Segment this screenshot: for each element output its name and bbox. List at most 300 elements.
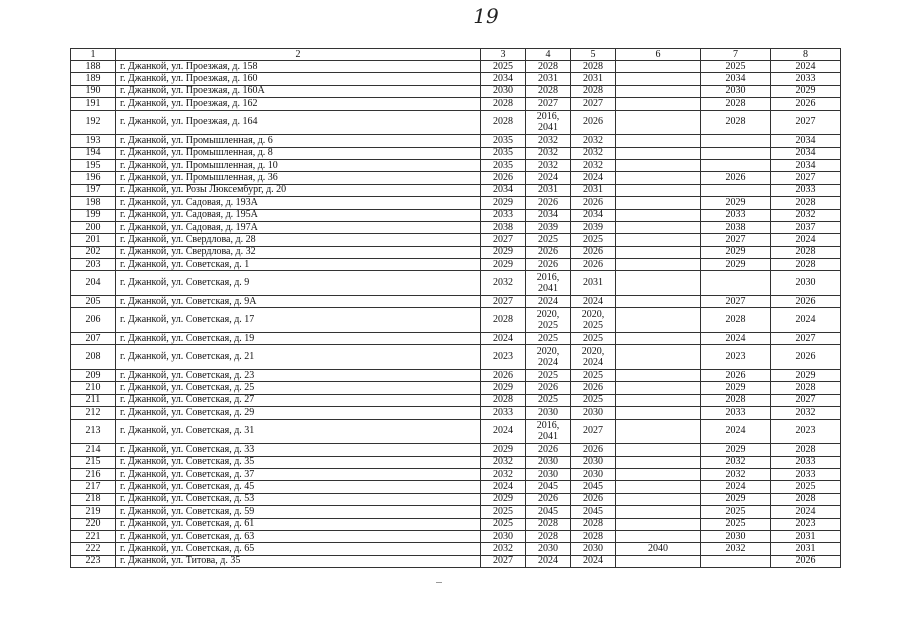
table-row bbox=[71, 98, 841, 110]
col7-cell: 2033 bbox=[701, 209, 771, 221]
table-row bbox=[71, 456, 841, 468]
table-row bbox=[71, 159, 841, 171]
table-row bbox=[71, 506, 841, 518]
row-number-cell: 213 bbox=[71, 419, 116, 444]
col6-cell bbox=[616, 333, 701, 345]
row-number-cell: 218 bbox=[71, 493, 116, 505]
address-cell: г. Джанкой, ул. Промышленная, д. 36 bbox=[116, 172, 481, 184]
col4-cell: 2025 bbox=[526, 333, 571, 345]
column-header: 5 bbox=[571, 49, 616, 61]
col7-cell: 2026 bbox=[701, 370, 771, 382]
address-cell: г. Джанкой, ул. Советская, д. 35 bbox=[116, 456, 481, 468]
col5-cell bbox=[571, 308, 616, 333]
table-row bbox=[71, 481, 841, 493]
col8-cell: 2037 bbox=[771, 221, 841, 233]
row-number-cell: 219 bbox=[71, 506, 116, 518]
address-cell: г. Джанкой, ул. Советская, д. 31 bbox=[116, 419, 481, 444]
col8-cell: 2029 bbox=[771, 370, 841, 382]
column-header: 2 bbox=[116, 49, 481, 61]
col7-cell: 2025 bbox=[701, 518, 771, 530]
col3-cell: 2027 bbox=[481, 555, 526, 567]
col6-cell bbox=[616, 85, 701, 97]
col3-cell: 2028 bbox=[481, 98, 526, 110]
col5-cell: 2025 bbox=[571, 234, 616, 246]
col3-cell: 2030 bbox=[481, 85, 526, 97]
col4-cell: 2026 bbox=[526, 197, 571, 209]
col4-cell bbox=[526, 308, 571, 333]
table-row bbox=[71, 543, 841, 555]
row-number-cell: 200 bbox=[71, 221, 116, 233]
col6-cell bbox=[616, 296, 701, 308]
table-header-row bbox=[71, 49, 841, 61]
col8-cell: 2028 bbox=[771, 259, 841, 271]
table-row bbox=[71, 394, 841, 406]
col6-cell bbox=[616, 419, 701, 444]
col3-cell: 2025 bbox=[481, 518, 526, 530]
col8-cell: 2034 bbox=[771, 159, 841, 171]
row-number-cell: 188 bbox=[71, 61, 116, 73]
col8-cell: 2028 bbox=[771, 444, 841, 456]
col8-cell: 2024 bbox=[771, 506, 841, 518]
housing-repair-schedule-table bbox=[70, 48, 841, 568]
col5-cell: 2030 bbox=[571, 456, 616, 468]
col8-cell: 2034 bbox=[771, 147, 841, 159]
address-cell: г. Джанкой, ул. Советская, д. 1 bbox=[116, 259, 481, 271]
col8-cell: 2028 bbox=[771, 246, 841, 258]
col4-cell: 2028 bbox=[526, 61, 571, 73]
multi-value-text: 2020, 2025 bbox=[536, 309, 560, 332]
address-cell: г. Джанкой, ул. Советская, д. 33 bbox=[116, 444, 481, 456]
col7-cell: 2027 bbox=[701, 296, 771, 308]
address-cell: г. Джанкой, ул. Советская, д. 37 bbox=[116, 468, 481, 480]
col7-cell: 2024 bbox=[701, 481, 771, 493]
row-number-cell: 207 bbox=[71, 333, 116, 345]
col5-cell: 2026 bbox=[571, 259, 616, 271]
col5-cell bbox=[571, 345, 616, 370]
row-number-cell: 190 bbox=[71, 85, 116, 97]
table-row bbox=[71, 73, 841, 85]
address-cell: г. Джанкой, ул. Советская, д. 65 bbox=[116, 543, 481, 555]
row-number-cell: 194 bbox=[71, 147, 116, 159]
address-cell: г. Джанкой, ул. Советская, д. 53 bbox=[116, 493, 481, 505]
row-number-cell: 216 bbox=[71, 468, 116, 480]
address-cell: г. Джанкой, ул. Советская, д. 27 bbox=[116, 394, 481, 406]
col4-cell: 2030 bbox=[526, 407, 571, 419]
address-cell: г. Джанкой, ул. Промышленная, д. 6 bbox=[116, 135, 481, 147]
row-number-cell: 192 bbox=[71, 110, 116, 135]
col6-cell bbox=[616, 184, 701, 196]
address-cell: г. Джанкой, ул. Советская, д. 23 bbox=[116, 370, 481, 382]
col6-cell bbox=[616, 493, 701, 505]
col7-cell: 2029 bbox=[701, 444, 771, 456]
table-row bbox=[71, 370, 841, 382]
col8-cell: 2027 bbox=[771, 333, 841, 345]
table-row bbox=[71, 85, 841, 97]
address-cell: г. Джанкой, ул. Садовая, д. 195А bbox=[116, 209, 481, 221]
col7-cell: 2027 bbox=[701, 234, 771, 246]
col8-cell: 2031 bbox=[771, 530, 841, 542]
table-row bbox=[71, 197, 841, 209]
col4-cell: 2028 bbox=[526, 518, 571, 530]
col7-cell: 2028 bbox=[701, 98, 771, 110]
address-cell: г. Джанкой, ул. Советская, д. 19 bbox=[116, 333, 481, 345]
col3-cell: 2035 bbox=[481, 135, 526, 147]
table-row bbox=[71, 345, 841, 370]
table-row bbox=[71, 110, 841, 135]
col3-cell: 2028 bbox=[481, 308, 526, 333]
table-row bbox=[71, 382, 841, 394]
col4-cell bbox=[526, 110, 571, 135]
col8-cell: 2028 bbox=[771, 197, 841, 209]
address-cell: г. Джанкой, ул. Проезжая, д. 160А bbox=[116, 85, 481, 97]
address-cell: г. Джанкой, ул. Советская, д. 9А bbox=[116, 296, 481, 308]
col8-cell: 2026 bbox=[771, 98, 841, 110]
row-number-cell: 211 bbox=[71, 394, 116, 406]
multi-value-text: 2020, 2024 bbox=[581, 346, 605, 369]
col6-cell bbox=[616, 382, 701, 394]
row-number-cell: 199 bbox=[71, 209, 116, 221]
col6-cell bbox=[616, 345, 701, 370]
col7-cell: 2038 bbox=[701, 221, 771, 233]
col4-cell: 2024 bbox=[526, 172, 571, 184]
col7-cell: 2029 bbox=[701, 493, 771, 505]
col7-cell: 2023 bbox=[701, 345, 771, 370]
col7-cell bbox=[701, 271, 771, 296]
col6-cell bbox=[616, 246, 701, 258]
col5-cell: 2026 bbox=[571, 382, 616, 394]
table-row bbox=[71, 209, 841, 221]
col8-cell: 2023 bbox=[771, 518, 841, 530]
col4-cell: 2026 bbox=[526, 259, 571, 271]
col7-cell: 2028 bbox=[701, 308, 771, 333]
col8-cell: 2034 bbox=[771, 135, 841, 147]
col4-cell bbox=[526, 345, 571, 370]
col8-cell: 2033 bbox=[771, 456, 841, 468]
col7-cell bbox=[701, 159, 771, 171]
column-header: 4 bbox=[526, 49, 571, 61]
col3-cell: 2025 bbox=[481, 506, 526, 518]
col6-cell bbox=[616, 271, 701, 296]
col6-cell bbox=[616, 110, 701, 135]
address-cell: г. Джанкой, ул. Садовая, д. 193А bbox=[116, 197, 481, 209]
col6-cell bbox=[616, 172, 701, 184]
col3-cell: 2029 bbox=[481, 444, 526, 456]
col3-cell: 2026 bbox=[481, 370, 526, 382]
col6-cell bbox=[616, 197, 701, 209]
table-row bbox=[71, 147, 841, 159]
col3-cell: 2030 bbox=[481, 530, 526, 542]
col4-cell: 2032 bbox=[526, 147, 571, 159]
col4-cell: 2025 bbox=[526, 234, 571, 246]
col5-cell: 2030 bbox=[571, 468, 616, 480]
address-cell: г. Джанкой, ул. Садовая, д. 197А bbox=[116, 221, 481, 233]
table-row bbox=[71, 468, 841, 480]
col4-cell: 2032 bbox=[526, 159, 571, 171]
col5-cell: 2025 bbox=[571, 333, 616, 345]
col7-cell: 2032 bbox=[701, 468, 771, 480]
col3-cell: 2033 bbox=[481, 407, 526, 419]
col3-cell: 2032 bbox=[481, 456, 526, 468]
col5-cell: 2030 bbox=[571, 407, 616, 419]
table-row bbox=[71, 419, 841, 444]
col3-cell: 2029 bbox=[481, 259, 526, 271]
col8-cell: 2028 bbox=[771, 382, 841, 394]
col5-cell: 2039 bbox=[571, 221, 616, 233]
address-cell: г. Джанкой, ул. Советская, д. 29 bbox=[116, 407, 481, 419]
col5-cell: 2027 bbox=[571, 98, 616, 110]
col3-cell: 2023 bbox=[481, 345, 526, 370]
col6-cell bbox=[616, 61, 701, 73]
row-number-cell: 214 bbox=[71, 444, 116, 456]
row-number-cell: 209 bbox=[71, 370, 116, 382]
col5-cell: 2034 bbox=[571, 209, 616, 221]
row-number-cell: 208 bbox=[71, 345, 116, 370]
col4-cell: 2024 bbox=[526, 555, 571, 567]
col4-cell: 2026 bbox=[526, 382, 571, 394]
col3-cell: 2027 bbox=[481, 234, 526, 246]
col5-cell: 2031 bbox=[571, 184, 616, 196]
col6-cell bbox=[616, 444, 701, 456]
col7-cell: 2028 bbox=[701, 394, 771, 406]
col6-cell bbox=[616, 468, 701, 480]
col5-cell: 2032 bbox=[571, 147, 616, 159]
row-number-cell: 203 bbox=[71, 259, 116, 271]
col4-cell: 2024 bbox=[526, 296, 571, 308]
col3-cell: 2028 bbox=[481, 394, 526, 406]
col4-cell bbox=[526, 419, 571, 444]
table-row bbox=[71, 184, 841, 196]
col6-cell bbox=[616, 259, 701, 271]
col4-cell: 2028 bbox=[526, 85, 571, 97]
col7-cell: 2034 bbox=[701, 73, 771, 85]
col6-cell bbox=[616, 481, 701, 493]
col3-cell: 2038 bbox=[481, 221, 526, 233]
row-number-cell: 223 bbox=[71, 555, 116, 567]
address-cell: г. Джанкой, ул. Свердлова, д. 32 bbox=[116, 246, 481, 258]
table-row bbox=[71, 246, 841, 258]
table-row bbox=[71, 296, 841, 308]
col3-cell: 2024 bbox=[481, 333, 526, 345]
col3-cell: 2028 bbox=[481, 110, 526, 135]
col5-cell: 2026 bbox=[571, 110, 616, 135]
multi-value-text: 2016, 2041 bbox=[536, 272, 560, 295]
col5-cell: 2026 bbox=[571, 493, 616, 505]
address-cell: г. Джанкой, ул. Промышленная, д. 10 bbox=[116, 159, 481, 171]
table-row bbox=[71, 444, 841, 456]
col6-cell bbox=[616, 530, 701, 542]
col6-cell bbox=[616, 147, 701, 159]
col8-cell: 2027 bbox=[771, 110, 841, 135]
col6-cell bbox=[616, 407, 701, 419]
address-cell: г. Джанкой, ул. Проезжая, д. 162 bbox=[116, 98, 481, 110]
multi-value-text: 2016, 2041 bbox=[536, 111, 560, 134]
row-number-cell: 205 bbox=[71, 296, 116, 308]
multi-value-text: 2020, 2024 bbox=[536, 346, 560, 369]
table-row bbox=[71, 308, 841, 333]
col4-cell: 2028 bbox=[526, 530, 571, 542]
col4-cell: 2045 bbox=[526, 506, 571, 518]
address-cell: г. Джанкой, ул. Советская, д. 21 bbox=[116, 345, 481, 370]
col4-cell: 2026 bbox=[526, 493, 571, 505]
row-number-cell: 202 bbox=[71, 246, 116, 258]
col6-cell bbox=[616, 370, 701, 382]
table-row bbox=[71, 530, 841, 542]
col8-cell: 2033 bbox=[771, 73, 841, 85]
col3-cell: 2034 bbox=[481, 184, 526, 196]
column-header: 1 bbox=[71, 49, 116, 61]
address-cell: г. Джанкой, ул. Советская, д. 59 bbox=[116, 506, 481, 518]
col4-cell: 2030 bbox=[526, 456, 571, 468]
col5-cell: 2024 bbox=[571, 555, 616, 567]
col8-cell: 2033 bbox=[771, 468, 841, 480]
col3-cell: 2032 bbox=[481, 543, 526, 555]
col7-cell: 2029 bbox=[701, 197, 771, 209]
col4-cell: 2030 bbox=[526, 543, 571, 555]
address-cell: г. Джанкой, ул. Проезжая, д. 158 bbox=[116, 61, 481, 73]
row-number-cell: 201 bbox=[71, 234, 116, 246]
row-number-cell: 191 bbox=[71, 98, 116, 110]
col6-cell: 2040 bbox=[616, 543, 701, 555]
table-row bbox=[71, 333, 841, 345]
multi-value-text: 2016, 2041 bbox=[536, 420, 560, 443]
col6-cell bbox=[616, 456, 701, 468]
row-number-cell: 196 bbox=[71, 172, 116, 184]
row-number-cell: 217 bbox=[71, 481, 116, 493]
col8-cell: 2023 bbox=[771, 419, 841, 444]
col4-cell: 2031 bbox=[526, 184, 571, 196]
col6-cell bbox=[616, 555, 701, 567]
col4-cell: 2039 bbox=[526, 221, 571, 233]
address-cell: г. Джанкой, ул. Советская, д. 17 bbox=[116, 308, 481, 333]
col5-cell: 2031 bbox=[571, 271, 616, 296]
col6-cell bbox=[616, 394, 701, 406]
row-number-cell: 222 bbox=[71, 543, 116, 555]
col8-cell: 2032 bbox=[771, 209, 841, 221]
col3-cell: 2029 bbox=[481, 197, 526, 209]
col7-cell: 2029 bbox=[701, 259, 771, 271]
col5-cell: 2028 bbox=[571, 85, 616, 97]
col3-cell: 2033 bbox=[481, 209, 526, 221]
col7-cell: 2026 bbox=[701, 172, 771, 184]
table-row bbox=[71, 493, 841, 505]
address-cell: г. Джанкой, ул. Розы Люксембург, д. 20 bbox=[116, 184, 481, 196]
col3-cell: 2024 bbox=[481, 419, 526, 444]
col3-cell: 2034 bbox=[481, 73, 526, 85]
address-cell: г. Джанкой, ул. Промышленная, д. 8 bbox=[116, 147, 481, 159]
col7-cell: 2033 bbox=[701, 407, 771, 419]
col3-cell: 2032 bbox=[481, 271, 526, 296]
address-cell: г. Джанкой, ул. Свердлова, д. 28 bbox=[116, 234, 481, 246]
row-number-cell: 206 bbox=[71, 308, 116, 333]
col7-cell: 2030 bbox=[701, 530, 771, 542]
address-cell: г. Джанкой, ул. Советская, д. 61 bbox=[116, 518, 481, 530]
col5-cell: 2024 bbox=[571, 296, 616, 308]
col4-cell: 2027 bbox=[526, 98, 571, 110]
col3-cell: 2027 bbox=[481, 296, 526, 308]
col6-cell bbox=[616, 98, 701, 110]
col5-cell: 2026 bbox=[571, 197, 616, 209]
col8-cell: 2024 bbox=[771, 61, 841, 73]
col8-cell: 2026 bbox=[771, 296, 841, 308]
col8-cell: 2032 bbox=[771, 407, 841, 419]
col3-cell: 2032 bbox=[481, 468, 526, 480]
col5-cell: 2027 bbox=[571, 419, 616, 444]
col8-cell: 2033 bbox=[771, 184, 841, 196]
col5-cell: 2032 bbox=[571, 135, 616, 147]
col6-cell bbox=[616, 518, 701, 530]
address-cell: г. Джанкой, ул. Советская, д. 9 bbox=[116, 271, 481, 296]
col3-cell: 2029 bbox=[481, 493, 526, 505]
col8-cell: 2024 bbox=[771, 234, 841, 246]
col3-cell: 2025 bbox=[481, 61, 526, 73]
table-row bbox=[71, 518, 841, 530]
col8-cell: 2026 bbox=[771, 555, 841, 567]
col4-cell: 2034 bbox=[526, 209, 571, 221]
col6-cell bbox=[616, 209, 701, 221]
col8-cell: 2031 bbox=[771, 543, 841, 555]
col8-cell: 2026 bbox=[771, 345, 841, 370]
col8-cell: 2029 bbox=[771, 85, 841, 97]
row-number-cell: 204 bbox=[71, 271, 116, 296]
column-header: 8 bbox=[771, 49, 841, 61]
column-header: 7 bbox=[701, 49, 771, 61]
col4-cell: 2032 bbox=[526, 135, 571, 147]
col6-cell bbox=[616, 234, 701, 246]
col3-cell: 2035 bbox=[481, 159, 526, 171]
row-number-cell: 220 bbox=[71, 518, 116, 530]
col5-cell: 2028 bbox=[571, 530, 616, 542]
col8-cell: 2027 bbox=[771, 394, 841, 406]
multi-value-text: 2020, 2025 bbox=[581, 309, 605, 332]
col3-cell: 2024 bbox=[481, 481, 526, 493]
table-row bbox=[71, 555, 841, 567]
col3-cell: 2035 bbox=[481, 147, 526, 159]
table-body bbox=[71, 61, 841, 568]
col5-cell: 2031 bbox=[571, 73, 616, 85]
col8-cell: 2024 bbox=[771, 308, 841, 333]
col4-cell: 2026 bbox=[526, 444, 571, 456]
col5-cell: 2025 bbox=[571, 394, 616, 406]
row-number-cell: 215 bbox=[71, 456, 116, 468]
col4-cell: 2026 bbox=[526, 246, 571, 258]
table-row bbox=[71, 135, 841, 147]
table-row bbox=[71, 61, 841, 73]
col4-cell: 2030 bbox=[526, 468, 571, 480]
row-number-cell: 198 bbox=[71, 197, 116, 209]
address-cell: г. Джанкой, ул. Титова, д. 35 bbox=[116, 555, 481, 567]
col7-cell: 2025 bbox=[701, 506, 771, 518]
col4-cell: 2031 bbox=[526, 73, 571, 85]
col5-cell: 2030 bbox=[571, 543, 616, 555]
col6-cell bbox=[616, 135, 701, 147]
col6-cell bbox=[616, 506, 701, 518]
col5-cell: 2045 bbox=[571, 481, 616, 493]
table-row bbox=[71, 259, 841, 271]
col7-cell: 2024 bbox=[701, 333, 771, 345]
table-row bbox=[71, 221, 841, 233]
col5-cell: 2032 bbox=[571, 159, 616, 171]
col7-cell bbox=[701, 147, 771, 159]
col5-cell: 2028 bbox=[571, 61, 616, 73]
col5-cell: 2026 bbox=[571, 444, 616, 456]
col7-cell bbox=[701, 555, 771, 567]
table-row bbox=[71, 407, 841, 419]
col8-cell: 2030 bbox=[771, 271, 841, 296]
row-number-cell: 197 bbox=[71, 184, 116, 196]
col5-cell: 2026 bbox=[571, 246, 616, 258]
col7-cell: 2029 bbox=[701, 382, 771, 394]
col4-cell: 2025 bbox=[526, 394, 571, 406]
